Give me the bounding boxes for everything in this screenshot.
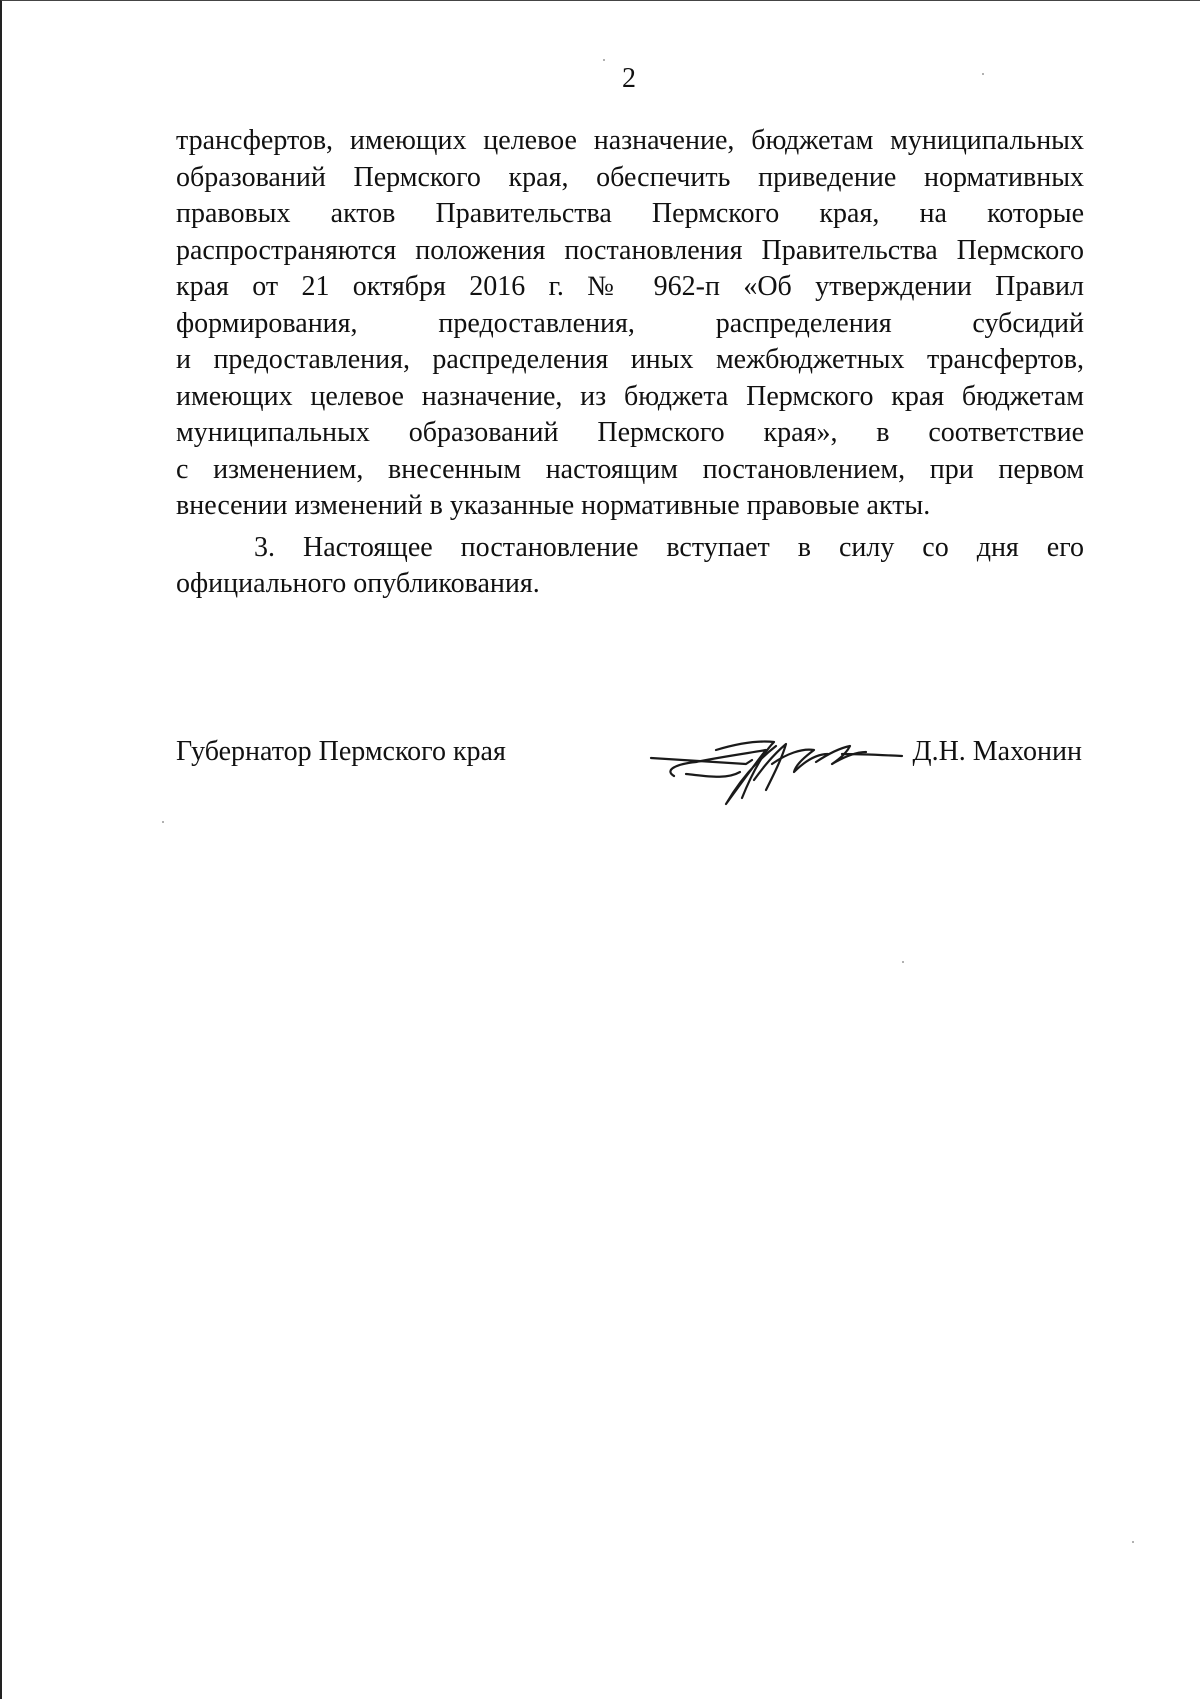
text-line: муниципальных образований Пермского края», в соответствие [176,417,1084,448]
paragraph-1 [176,123,1084,525]
document-body [176,123,1084,603]
text-line: трансфертов, имеющих целевое назначение, бюджетам муниципальных [176,125,1084,156]
page-number: 2 [622,63,636,94]
text-line: образований Пермского края, обеспечить приведение нормативных [176,161,1084,193]
text-line: официального опубликования. [176,568,540,599]
text-line: правовых актов Правительства Пермского края, на которые [176,198,1084,229]
signer-title: Губернатор Пермского края [176,736,506,767]
scan-speck [982,73,984,75]
signature-block [176,726,1082,816]
signer-name: Д.Н. Махонин [912,736,1082,767]
scan-speck [902,961,904,963]
text-line: распространяются положения постановления Правительства Пермского [176,234,1084,266]
handwritten-signature-icon [646,720,906,812]
text-line: 3. Настоящее постановление вступает в силу со дня его [254,531,1084,563]
text-line: имеющих целевое назначение, из бюджета Пермского края бюджетам [176,380,1084,412]
text-line: внесении изменений в указанные нормативные правовые акты. [176,490,931,521]
text-line: и предоставления, распределения иных межбюджетных трансфертов, [176,344,1084,375]
scan-speck [162,821,164,823]
text-line: формирования, предоставления, распределения субсидий [176,307,1084,339]
scan-speck [603,59,605,61]
text-line: с изменением, внесенным настоящим постановлением, при первом [176,453,1084,485]
paragraph-2 [176,530,1084,603]
text-line: края от 21 октября 2016 г. № 962-п «Об утверждении Правил [176,271,1084,302]
scan-speck [1132,1541,1134,1543]
